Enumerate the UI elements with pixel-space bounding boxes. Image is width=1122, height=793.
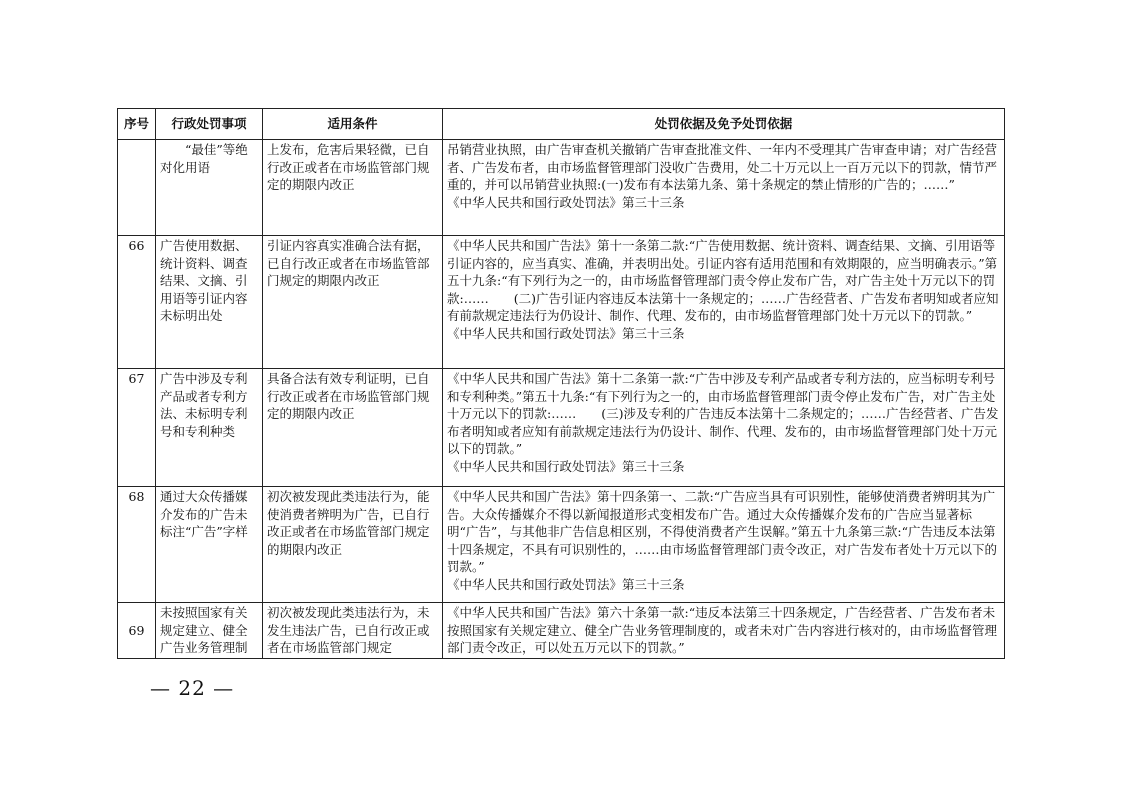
row-number: 66 [118, 236, 156, 369]
row-item: 未按照国家有关规定建立、健全广告业务管理制 [156, 603, 263, 659]
row-basis-penalty-law: 《中华人民共和国行政处罚法》第三十三条 [447, 194, 685, 210]
header-no: 序号 [118, 109, 156, 140]
row-number: 69 [118, 603, 156, 659]
table-row [118, 369, 1005, 487]
header-item: 行政处罚事项 [156, 109, 263, 140]
table-row [118, 236, 1005, 369]
row-basis [443, 236, 1005, 369]
row-basis [443, 603, 1005, 659]
penalty-table [117, 108, 1005, 659]
row-basis [443, 140, 1005, 236]
row-basis-penalty-law: 《中华人民共和国行政处罚法》第三十三条 [447, 458, 685, 474]
page-number: — 22 — [150, 676, 235, 700]
row-number: 68 [118, 487, 156, 603]
table-row [118, 487, 1005, 603]
row-basis-law: 《中华人民共和国广告法》第十二条第一款:“广告中涉及专利产品或者专利方法的，应当标明专利号和专利种类。”第五十九条:“有下列行为之一的，由市场监督管理部门责令停止发布广告，对广告主处十万元以下的罚款:…… (三)涉及专利的广告违反本法第十二条规定的；……广告经营者、广告发布者明知或者应知有前款规定违法行为仍设计、制作、代理、发布的，由市场监督管理部门处十万元以下的罚款。” [447, 371, 999, 457]
row-basis-law: 《中华人民共和国广告法》第十一条第二款:“广告使用数据、统计资料、调查结果、文摘、引用语等引证内容的，应当真实、准确，并表明出处。引证内容有适用范围和有效期限的，应当明确表示。”第五十九条:“有下列行为之一的，由市场监督管理部门责令停止发布广告，对广告主处十万元以下的罚款:…… (二)广告引证内容违反本法第十一条规定的；……广告经营者、广告发布者明知或者应知有前款规定违法行为仍设计、制作、代理、发布的，由市场监督管理部门处十万元以下的罚款。” [447, 238, 999, 324]
row-item: 广告使用数据、统计资料、调查结果、文摘、引用语等引证内容未标明出处 [156, 236, 263, 369]
row-basis [443, 487, 1005, 603]
row-basis-penalty-law: 《中华人民共和国行政处罚法》第三十三条 [447, 325, 685, 341]
row-condition: 引证内容真实准确合法有据，已自行改正或者在市场监管部门规定的期限内改正 [263, 236, 443, 369]
row-condition: 初次被发现此类违法行为，未发生违法广告，已自行改正或者在市场监管部门规定 [263, 603, 443, 659]
row-number [118, 140, 156, 236]
row-item: 广告中涉及专利产品或者专利方法、未标明专利号和专利种类 [156, 369, 263, 487]
row-basis-law: 吊销营业执照，由广告审查机关撤销广告审查批准文件、一年内不受理其广告审查申请；对广告经营者、广告发布者，由市场监督管理部门没收广告费用，处二十万元以上一百万元以下的罚款，情节严重的，并可以吊销营业执照:(一)发布有本法第九条、第十条规定的禁止情形的广告的；……” [447, 142, 998, 193]
row-condition: 上发布，危害后果轻微，已自行改正或者在市场监管部门规定的期限内改正 [263, 140, 443, 236]
header-basis: 处罚依据及免予处罚依据 [443, 109, 1005, 140]
row-condition: 初次被发现此类违法行为，能使消费者辨明为广告，已自行改正或者在市场监管部门规定的期限内改正 [263, 487, 443, 603]
row-item: 通过大众传播媒介发布的广告未标注“广告”字样 [156, 487, 263, 603]
row-condition: 具备合法有效专利证明，已自行改正或者在市场监管部门规定的期限内改正 [263, 369, 443, 487]
row-item: “最佳”等绝对化用语 [156, 140, 263, 236]
table-header-row [118, 109, 1005, 140]
header-condition: 适用条件 [263, 109, 443, 140]
row-basis-penalty-law: 《中华人民共和国行政处罚法》第三十三条 [447, 576, 685, 592]
table-row [118, 603, 1005, 659]
row-basis-law: 《中华人民共和国广告法》第十四条第一、二款:“广告应当具有可识别性，能够使消费者辨明其为广告。大众传播媒介不得以新闻报道形式变相发布广告。通过大众传播媒介发布的广告应当显著标明“广告”，与其他非广告信息相区别，不得使消费者产生误解。”第五十九条第三款:“广告违反本法第十四条规定，不具有可识别性的，……由市场监督管理部门责令改正，对广告发布者处十万元以下的罚款。” [447, 489, 998, 575]
row-basis [443, 369, 1005, 487]
row-number: 67 [118, 369, 156, 487]
row-basis-law: 《中华人民共和国广告法》第六十条第一款:“违反本法第三十四条规定，广告经营者、广告发布者未按照国家有关规定建立、健全广告业务管理制度的，或者未对广告内容进行核对的，由市场监督管理部门责令改正，可以处五万元以下的罚款。” [447, 605, 998, 656]
table-row [118, 140, 1005, 236]
